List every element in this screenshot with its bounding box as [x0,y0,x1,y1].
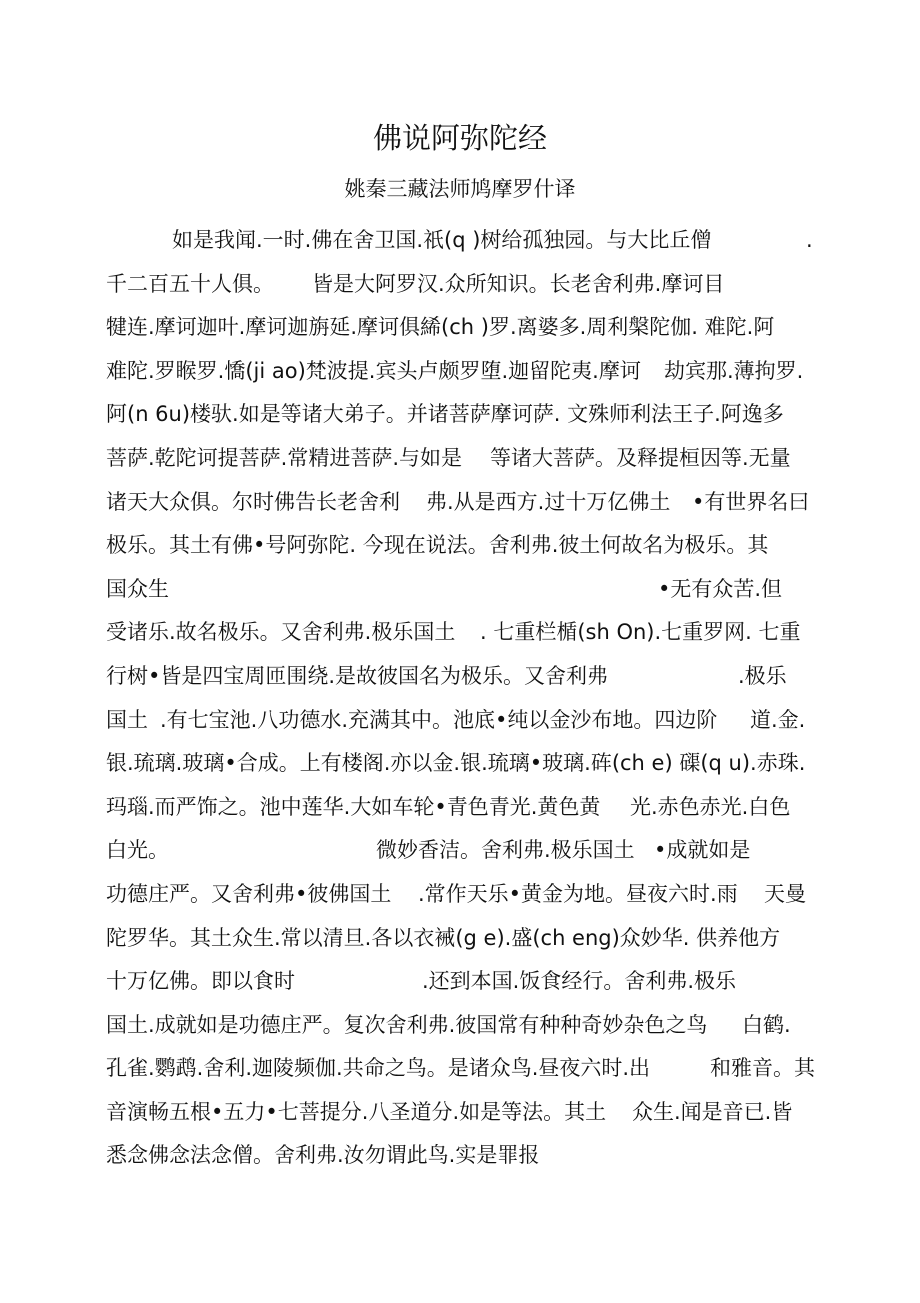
text-line [106,524,820,568]
text-segment: 光.赤色赤光.白色 [630,794,791,819]
text-segment: .常作天乐•黄金为地。昼夜六时.雨 [418,881,738,906]
document-title: 佛说阿弥陀经 [372,121,547,155]
text-segment: .极乐 [738,663,787,688]
text-line [106,1004,820,1048]
document-subtitle: 姚秦三藏法师鸠摩罗什译 [344,177,576,201]
text-segment: 玛瑙.而严饰之。池中莲华.大如车轮•青色青光.黄色黄 [106,794,601,819]
text-segment: 劫宾那.薄拘罗. [664,358,804,383]
text-segment: 皆是大阿罗汉.众所知识。长老舍利弗.摩诃目 [312,271,725,296]
text-segment: 国土 [106,707,148,732]
text-segment: •成就如是 [654,838,751,863]
text-segment: 极乐。其土有佛•号阿弥陀. 今现在说法。舍利弗.彼土何故名为极乐。其 [106,533,769,558]
text-line [106,1091,820,1135]
text-segment: 白鹤. [742,1012,791,1037]
text-segment: 菩萨.乾陀诃提菩萨.常精进菩萨.与如是 [106,445,463,470]
text-segment: 微妙香洁。舍利弗.极乐国土 [376,838,635,863]
text-line [106,481,820,525]
text-segment: 国土.成就如是功德庄严。复次舍利弗.彼国常有种种奇妙杂色之鸟 [106,1012,708,1037]
text-line [106,699,820,743]
text-segment: 受诸乐.故名极乐。又舍利弗.极乐国土 [106,620,456,645]
text-line [106,437,820,481]
text-segment: •无有众苦.但 [658,576,783,601]
text-line [106,873,820,917]
text-line [106,742,820,786]
text-segment: 和雅音。其 [710,1056,815,1081]
text-line [106,917,820,961]
text-segment: 陀罗华。其土众生.常以清旦.各以衣裓(g e).盛(ch eng)众妙华. 供养他方 [106,925,781,950]
text-segment: 阿(n 6u)楼驮.如是等诸大弟子。并诸菩萨摩诃萨. 文殊师利法王子.阿逸多 [106,402,784,427]
text-segment: 悉念佛念法念僧。舍利弗.汝勿谓此鸟.实是罪报 [106,1143,540,1168]
text-segment: 等诸大菩萨。及释提桓因等.无量 [490,445,791,470]
scripture-body [106,219,820,1178]
text-segment: . [806,228,813,252]
text-line [106,568,820,612]
text-segment: .有七宝池.八功德水.充满其中。池底•纯以金沙布地。四边阶 [160,707,718,732]
text-segment: 千二百五十人俱。 [106,271,274,296]
text-line [106,1134,820,1178]
text-line [106,960,820,1004]
text-segment: 国众生 [106,576,169,601]
text-segment: . 七重栏楯(sh On).七重罗网. 七重 [480,620,801,645]
text-segment: 如是我闻.一时.佛在舍卫国.祇(q )树给孤独园。与大比丘僧 [172,228,712,252]
text-segment: •有世界名曰 [692,489,810,514]
text-segment: 犍连.摩诃迦叶.摩诃迦旃延.摩诃俱絺(ch )罗.离婆多.周利槃陀伽. 难陀.阿 [106,315,775,340]
text-line [106,786,820,830]
text-line [106,829,820,873]
text-segment: 十万亿佛。即以食时 [106,969,295,994]
text-line [106,306,820,350]
text-segment: .还到本国.饭食经行。舍利弗.极乐 [422,969,737,994]
text-segment: 银.琉璃.玻璃•合成。上有楼阁.亦以金.银.琉璃•玻璃.砗(ch e) 磲(q u).赤珠. [106,751,806,776]
text-line [106,611,820,655]
text-line [106,263,820,307]
text-line [106,655,820,699]
text-segment: 难陀.罗睺罗.憍(ji ao)梵波提.宾头卢颇罗堕.迦留陀夷.摩诃 [106,358,641,383]
text-line [106,1047,820,1091]
text-segment: 功德庄严。又舍利弗•彼佛国土 [106,881,392,906]
text-segment: 音演畅五根•五力•七菩提分.八圣道分.如是等法。其土 [106,1099,607,1124]
text-line [106,393,820,437]
text-segment: 诸天大众俱。尔时佛告长老舍利 [106,489,400,514]
text-segment: 众生.闻是音已.皆 [632,1099,793,1124]
text-line [106,219,820,263]
text-segment: 行树•皆是四宝周匝围绕.是故彼国名为极乐。又舍利弗 [106,663,609,688]
text-segment: 道.金. [750,707,806,732]
text-segment: 孔雀.鹦鹉.舍利.迦陵频伽.共命之鸟。是诸众鸟.昼夜六时.出 [106,1056,651,1081]
text-line [106,350,820,394]
text-segment: 天曼 [764,881,806,906]
text-segment: 白光。 [106,838,169,863]
text-segment: 弗.从是西方.过十万亿佛土 [426,489,671,514]
